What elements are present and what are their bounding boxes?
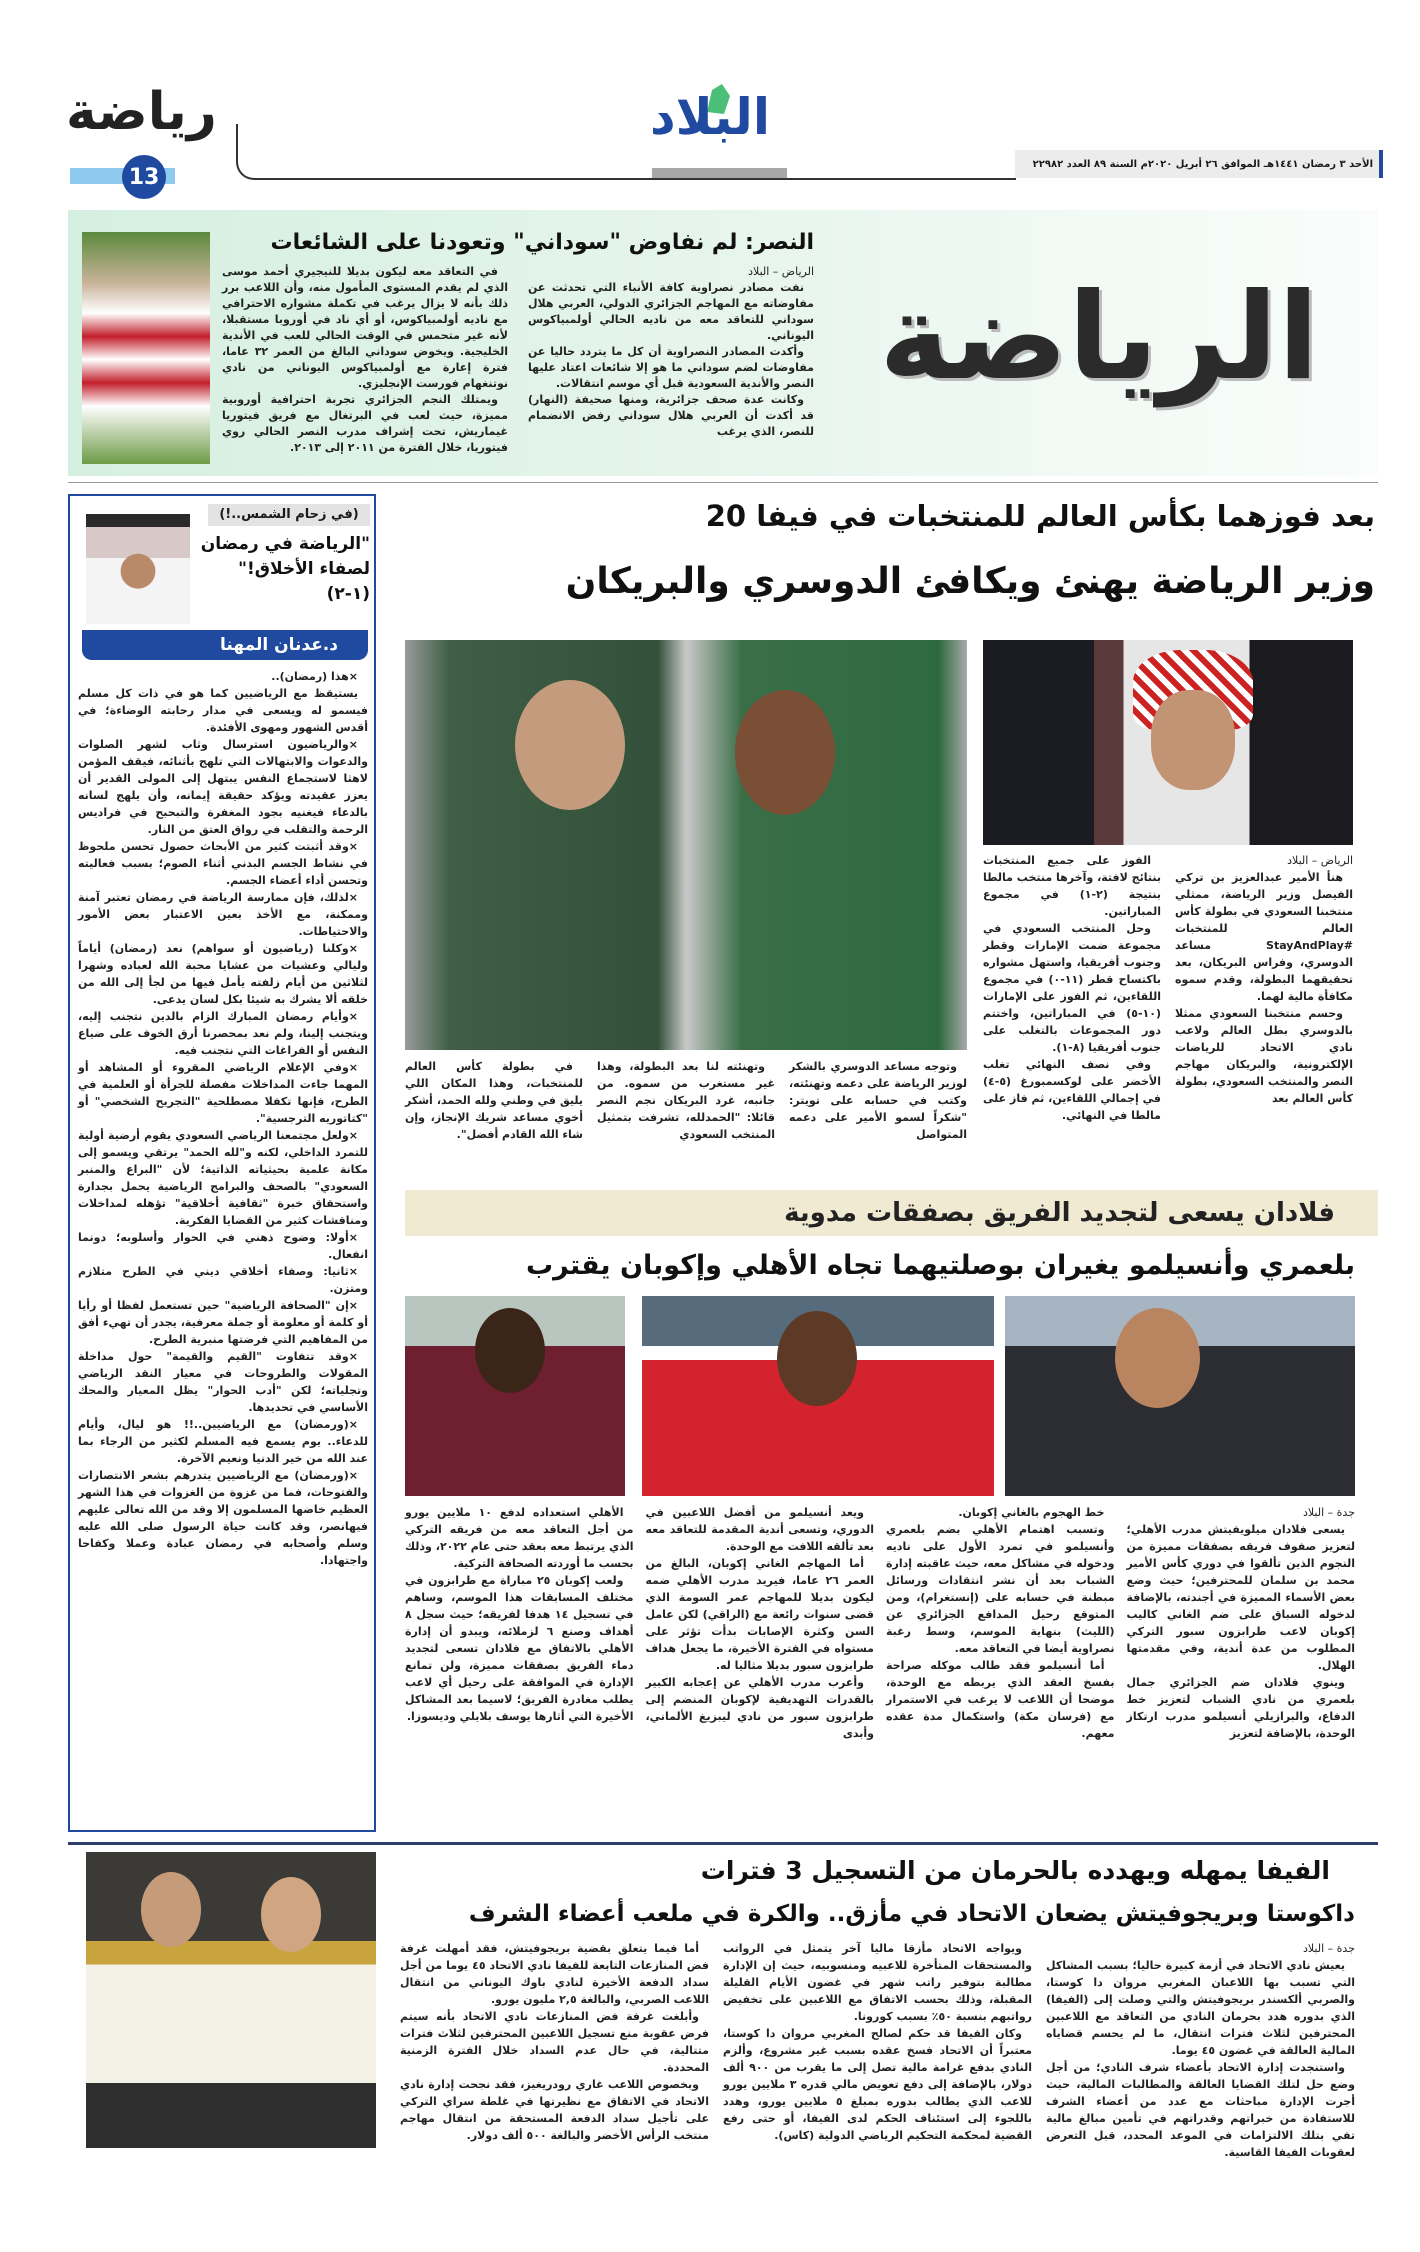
page-number: 13 [128, 164, 160, 190]
ekuban-photo [405, 1296, 625, 1496]
divider [68, 1842, 1378, 1845]
ittihad-players-photo [86, 1852, 376, 2148]
ahli-body: جدة – البلاد يسعى فلادان ميلويفيتش مدرب الأهلي؛ لتعزيز صفوف فريقه بصفقات مميزة من النجوم الذين تألقوا في دوري كأس الأمير محمد بن سلمان للمحترفين؛ حيث وضع بعض الأسماء المميزة في أجندته، بالإضافة لدخوله السباق على ضم الغاني كاليب إكوبان لاعب طرابزون سبور التركي المطلوب من عدة أندية، وفي مقدمتها الهلال. وينوي فلادان ضم الجزائري جمال بلعمري من نادي الشباب لتعزيز خط الدفاع، والبرازيلي أنسيلمو مدرب ارتكاز الوحدة، بالإضافة لتعزيز خط الهجوم بالغاني إكوبان. وتسبب اهتمام الأهلي بضم بلعمري وأنسيلمو في تمرد الأول على ناديه ودخوله في مشاكل معه، حيث عاقبته إدارة الشباب بعد أن نشر انتقادات ورسائل مبطنة في حسابه على (إنستغرام)، ومن المتوقع رحيل المدافع الجزائري عن (الليث) بنهاية الموسم، وسط رغبة نصراوية أيضا في التعاقد معه. أما أنسيلمو فقد طالب موكله صراحة بفسخ العقد الذي يربطه مع الوحدة، موضحا أن اللاعب لا يرغب في الاستمرار مع (فرسان مكة) واستكمال مدة عقده معهم. ويعد أنسيلمو من أفضل اللاعبين في الدوري، وتسعى أندية المقدمة للتعاقد معه بعد تألقه اللافت مع الوحدة. أما المهاجم الغاني إكوبان، البالغ من العمر ٢٦ عاما، فيريد مدرب الأهلي ضمه ليكون بديلا للمهاجم عمر السومة الذي قضى سنوات رائعة مع (الراقي) لكن عامل السن وكثرة الإصابات بدأت تؤثر على مستواه في الفترة الأخيرة، ما يجعل هداف طرابزون سبور بديلا مثاليا له. وأعرب مدرب الأهلي عن إعجابه الكبير بالقدرات التهديفية لإكوبان المنضم إلى طرابزون سبور من نادي ليبزيغ الألماني، وأبدى الأهلي استعداده لدفع ١٠ ملايين يورو من أجل التعاقد معه من فريقه التركي الذي يرتبط معه بعقد حتى عام ٢٠٢٢، وذلك بحسب ما أوردته الصحافة التركية. ولعب إكوبان ٢٥ مباراة مع طرابزون في مختلف المسابقات هذا الموسم، وساهم في تسجيل ١٤ هدفا لفريقه؛ حيث سجل ٨ أهداف وصنع ٦ لزملائه، ويبدو أن إدارة الأهلي بالاتفاق مع فلادان تسعى لتجديد دماء الفريق بصفقات مميزة، ولن تمانع الإدارة في الموافقة على رحيل أي لاعب يطلب مغادرة الفريق؛ لاسيما بعد المشاكل الأخيرة التي أثارها يوسف بلايلي وديسوزا. [405, 1506, 1355, 1740]
sudani-photo [82, 232, 210, 464]
nasr-body: الرياض – البلاد نفت مصادر نصراوية كافة الأنباء التي تحدثت عن مفاوضاته مع المهاجم الجزائري الدولي، العربي هلال سوداني للتعاقد معه من ناديه الحالي أولمبياكوس اليوناني. وأكدت المصادر النصراوية أن كل ما يتردد حاليا عن مفاوضات لضم سوداني ما هو إلا شائعات اعتاد عليها النصر والأندية السعودية قبل أي موسم انتقالات. وكانت عدة صحف جزائرية، ومنها صحيفة (النهار) قد أكدت أن العربي هلال سوداني رفض الانضمام للنصر، الذي يرغب في التعاقد معه ليكون بديلا للنيجيري أحمد موسى الذي لم يقدم المستوى المأمول منه، وأن اللاعب برر ذلك بأنه لا يزال يرغب في تكملة مشواره الاحترافي مع ناديه أولمبياكوس، أو أي ناد في أوروبا مستقبلا، لأنه غير متحمس في الوقت الحالي للعب في الأندية الخليجية. ويخوض سوداني البالغ من العمر ٣٢ عاما، فترة إعارة مع أولمبياكوس اليوناني من نادي نوتنغهام فورست الإنجليزي. ويمتلك النجم الجزائري تجربة احترافية أوروبية مميزة، حيث لعب في البرتغال مع فريق فيتوريا غيماريش، تحت إشراف مدرب النصر الحالي روي فيتوريا، خلال الفترة من ٢٠١١ إلى ٢٠١٣. [222, 265, 814, 454]
section-label: رياضة [66, 82, 217, 142]
page-number-badge [122, 155, 166, 199]
dateline: الأحد ٣ رمضان ١٤٤١هـ الموافق ٢٦ أبريل ٢٠٢٠م السنة ٨٩ العدد ٢٢٩٨٢ [1015, 150, 1383, 178]
ahli-kicker: فلادان يسعى لتجديد الفريق بصفقات مدوية [784, 1198, 1335, 1228]
minister-photo [983, 640, 1353, 845]
minister-body-right: الرياض – البلاد هنأ الأمير عبدالعزيز بن تركي الفيصل وزير الرياضة، ممثلي منتخبنا السعودي في بطولة كأس العالم للمنتخبات #StayAndPlay مساعد الدوسري، وفراس البريكان، بعد تحقيقهما البطولة، وقدم سموه مكافأة مالية لهما. وحسم منتخبنا السعودي ممثلا بالدوسري بطل العالم ولاعب نادي الاتحاد للرياضات الإلكترونية، والبريكان مهاجم النصر والمنتخب السعودي، بطولة كأس العالم بعد الفوز على جميع المنتخبات بنتائج لافتة، وآخرها منتخب مالطا بنتيجة (٢-١) في مجموع المباراتين. وحل المنتخب السعودي في مجموعة ضمت الإمارات وقطر وجنوب أفريقيا، واستهل مشواره باكتساح قطر (١١-٠) في مجموع اللقاءين، ثم الفوز على الإمارات (١٠-٥) في المباراتين، واختتم دور المجموعات بالتغلب على جنوب أفريقيا (٨-١). وفي نصف النهائي تغلب الأخضر على لوكسمبورغ (٥-٤) في إجمالي اللقاءين، ثم فاز على مالطا في النهائي. [983, 854, 1353, 1122]
minister-body-bottom: وتوجه مساعد الدوسري بالشكر لوزير الرياضة على دعمه وتهنئته، وكتب في حسابه على تويتر: "شكراً لسمو الأمير على دعمه المتواصل وتهنئته لنا بعد البطولة، وهذا غير مستغرب من سموه. من جانبه، غرد البريكان نجم النصر قائلا: "الحمدلله، تشرفت بتمثيل المنتخب السعودي في بطولة كأس العالم للمنتخبات، وهذا المكان اللي يليق في وطني ولله الحمد، أشكر أخوي مساعد شريك الإنجاز، وإن شاء الله القادم أفضل". [405, 1060, 967, 1141]
author-photo [86, 514, 190, 624]
minister-headline: وزير الرياضة يهنئ ويكافئ الدوسري والبريكان [565, 561, 1375, 602]
ahli-headline: بلعمري وأنسيلمو يغيران بوصلتيهما تجاه الأهلي وإكوبان يقترب [526, 1250, 1355, 1281]
column-name: (في زحام الشمس..!) [208, 504, 370, 526]
masthead-rule [236, 124, 1016, 180]
divider [68, 482, 1378, 483]
minister-kicker: بعد فوزهما بكأس العالم للمنتخبات في فيفا 20 [705, 499, 1375, 533]
ittihad-headline: داكوستا وبريجوفيتش يضعان الاتحاد في مأزق.. والكرة في ملعب أعضاء الشرف [468, 1901, 1355, 1927]
nasr-headline: النصر: لم نفاوض "سوداني" وتعودنا على الشائعات [270, 230, 814, 255]
author-name: د.عدنان المهنا [220, 635, 338, 655]
opinion-body: ×هذا (رمضان).. يستيقظ مع الرياضيين كما هو في ذات كل مسلم فيسمو له ويسعى في مدار رحابته الوضاءة؛ في أقدس الشهور ومهوى الأفئدة. ×والرياضيون استرسال وثاب لشهر الصلوات والدعوات والابتهالات التي تلهج بأثنائه، فيقف المؤمن لاهثا لاستجماع النفس يبتهل إلى المولى القدير أن يعزز عقيدته ويؤكد حقيقة إيمانه، وأن يلهج لسانه بالدعاء فيغنيه بجود المغفرة والتبحبح في فراديس الرحمة والتقلب في رواق العتق من النار. ×وقد أثبتت كثير من الأبحاث حصول تحسن ملحوظ في نشاط الجسم البدني أثناء الصوم؛ بسبب فعاليته وتحسن أداء أعضاء الجسم. ×لذلك، فإن ممارسة الرياضة في رمضان تعتبر آمنة وممكنة، مع الأخذ بعين الاعتبار بعض الأمور والاحتياطات. ×وكلنا (رياضيون أو سواهم) نعد (رمضان) أياماً وليالي وعشيات من عشايا محبة الله لعباده وشهرا لثلاثين من أيام زلفته يأمل فيها من لجأ إلى الله من خلقه ألا يشرك به شيئا بكل لسان يدعى. ×وأيام رمضان المبارك الزام بالدين نتجنب إليه، ويتجنب إلينا، ولم نعد بمحصرنا أرق الخوف على ضياع النفس أو الفراغات التي نتجنب فيه. ×وفي الإعلام الرياضي المقروء أو المشاهد أو المهما جاءت المداخلات مفصلة للجرأة أو العلمية في الطرح، فإنها تكفلا مصطلحية "التجريح الشخصي" أو "كتاتوريه الترجسية". ×ولعل مجتمعنا الرياضي السعودي يقوم أرضية أولية للتمرد الداخلي، لكنه و"لله الحمد" يرتقي ويسمو إلى مكانة علمية بحيثياته الذاتية؛ لأن "البراع والمنبر السعودي" بالصحف والبرامج الرياضية يحمل بجدارة واستحقاق خبرة "ثقافية أخلاقية" تؤهله لمداخلات ومناقشات كثير من القضايا الفكرية. ×أولا: وضوح ذهني في الحوار وأسلوبه؛ دونما انفعال. ×ثانيا: وصفاء أخلاقي ديني في الطرح متلازم ومتزن. ×إن "الصحافة الرياضية" حين تستعمل لفظا أو رأيا أو كلمة أو معلومة أو جملة معرفية، يجدر أن تهيء أفق من المفاهيم التي فرضتها منبرية الطرح. ×وقد تتفاوت "القيم والقيمة" حول مداخلة المقولات والطروحات في معيار النقد الرياضي وتجلياته؛ لكن "أدب الحوار" يظل المعيار والمحك الأساسي في تحديدها. ×(ورمضان) مع الرياضيين..!! هو ليال، وأيام للدعاء.. يوم يسمع فيه المسلم لكثير من الرجاء بما عند الله من خير الدنيا ونعيم الآخرة. ×(ورمضان) مع الرياضيين يتدرهم بشعر الانتصارات والفتوحات، فما من غزوة من الغزوات في هذا الشهر العظيم خاضها المسلمون إلا وقد من الله تعالى عليهم فيهانصر، وقد كانت حياة الرسول صلى الله عليه وسلم وأصحابه في رمضان عبادة وعملا وكفاحا واجتهادا. [78, 670, 368, 1567]
belamri-photo [1005, 1296, 1355, 1496]
section-title-big: الرياضة [879, 268, 1319, 407]
opinion-title: "الرياضة في رمضان لصفاء الأخلاق!" (١-٢) [200, 534, 370, 604]
anselmo-photo [642, 1296, 994, 1496]
byline: الرياض – البلاد [748, 265, 814, 278]
author-band [82, 630, 368, 660]
newspaper-logo: البلاد [640, 88, 780, 146]
ittihad-body: جدة – البلاد يعيش نادي الاتحاد في أزمة كبيرة حاليا؛ بسبب المشاكل التي تسبب بها اللاعبان المغربي مروان دا كوستا، والصربي ألكسندر بريجوفيتش والتي وصلت إلى (الفيفا) الذي بدوره هدد بحرمان النادي من التعاقد مع اللاعبين المحترفين لثلاث فترات انتقال، ما لم يحسم قضاياه المالية العالقة في غضون ٤٥ يوما. واستنجدت إدارة الاتحاد بأعضاء شرف النادي؛ من أجل وضع حل لتلك القضايا العالقة والمطالبات المالية، حيث أجرت الإدارة مباحثات مع عدد من أعضاء الشرف للاستفادة من خبراتهم وقدراتهم في تأمين مبالغ مالية تفي بتلك الالتزامات في الموعد المحدد، قبل التعرض لعقوبات الفيفا القاسية. ويواجه الاتحاد مأزقا ماليا آخر يتمثل في الرواتب والمستحقات المتأخرة للاعبيه ومنسوبيه، حيث إن الإدارة مطالبة بتوفير راتب شهر في غضون الأيام القليلة المقبلة، وذلك بحسب الاتفاق مع اللاعبين على تخفيض رواتبهم بنسبة ٥٠٪ بسبب كورونا. وكان الفيفا قد حكم لصالح المغربي مروان دا كوستا، معتبراً أن الاتحاد فسخ عقده بسبب غير مشروع، وألزم النادي بدفع غرامة مالية تصل إلى ما يقرب من ٩٠٠ ألف دولار، بالإضافة إلى دفع تعويض مالي قدره ٣ ملايين يورو للاعب الذي يطالب بدوره بمبلغ ٥ ملايين يورو، وهدد باللجوء إلى استئناف الحكم لدى الفيفا، أو حتى رفع القضية لمحكمة التحكيم الرياضي الدولية (كاس). أما فيما يتعلق بقضية بريجوفيتش، فقد أمهلت غرفة فض المنازعات التابعة للفيفا نادي الاتحاد ٤٥ يوما من أجل سداد الدفعة الأخيرة لنادي باوك اليوناني من انتقال اللاعب الصربي، والبالغة ٢,٥ مليون يورو. وأبلغت غرفة فض المنازعات نادي الاتحاد بأنه سيتم فرض عقوبة منع تسجيل اللاعبين المحترفين لثلاث فترات متتالية، في حال عدم السداد خلال الفترة الزمنية المحددة. وبخصوص اللاعب غاري رودريغيز، فقد نجحت إدارة نادي الاتحاد في الاتفاق مع نظيرتها في غلطة سراي التركي على تأجيل سداد الدفعة المستحقة من انتقال مهاجم منتخب الرأس الأخضر والبالغة ٥٠٠ ألف دولار. [400, 1942, 1355, 2159]
ittihad-kicker: الفيفا يمهله ويهدده بالحرمان من التسجيل 3 فترات [700, 1856, 1330, 1885]
logo-underbar [652, 168, 787, 178]
players-photo [405, 640, 967, 1050]
